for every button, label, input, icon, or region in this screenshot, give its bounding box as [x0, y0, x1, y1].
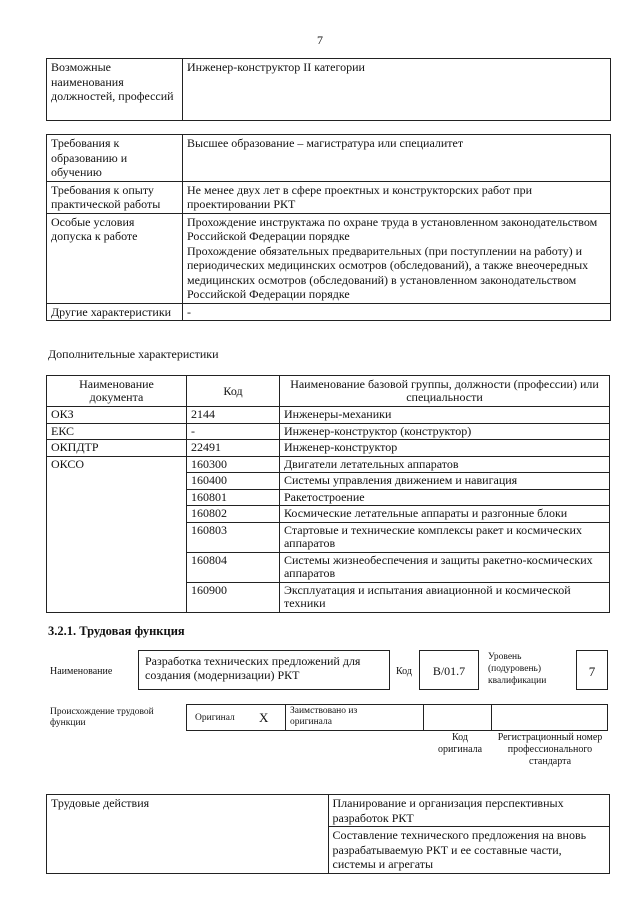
- name-value: Разработка технических предложений для создания (модернизации) РКТ: [145, 654, 361, 682]
- table-header-row: [47, 376, 610, 407]
- origin-divider: [423, 705, 424, 730]
- table-row: ЕКС - Инженер-конструктор (конструктор): [47, 423, 610, 440]
- education-label: Требования к образованию и обучению: [47, 135, 183, 182]
- admission-label: Особые условия допуска к работе: [47, 213, 183, 303]
- action-item: Составление технического предложения на вновь разрабатываемую РКТ и ее составные части, системы и агрегаты: [328, 827, 610, 874]
- education-value: Высшее образование – магистратура или специалитет: [183, 135, 611, 182]
- code-value-box: [419, 650, 479, 690]
- table-row: 160900 Эксплуатация и испытания авиационной и космической техники: [47, 582, 610, 612]
- table-row: ОКЗ 2144 Инженеры-механики: [47, 407, 610, 424]
- table-row: 160804 Системы жизнеобеспечения и защиты ракетно-космических аппаратов: [47, 552, 610, 582]
- table-row: [47, 795, 610, 827]
- level-label: Уровень (подуровень) квалификации: [488, 652, 547, 686]
- page-number: 7: [317, 33, 323, 47]
- other-value: -: [183, 303, 611, 321]
- positions-value: Инженер-конструктор II категории: [183, 59, 611, 121]
- requirements-table: [46, 134, 611, 321]
- table-row: [47, 303, 611, 321]
- table-row: ОКПДТР 22491 Инженер-конструктор: [47, 440, 610, 457]
- code-original-label: Код оригинала: [437, 732, 483, 755]
- other-label: Другие характеристики: [47, 303, 183, 321]
- reg-number-label: Регистрационный номер профессионального стандарта: [497, 732, 603, 767]
- code-value: В/01.7: [432, 664, 466, 678]
- level-value-box: [576, 650, 608, 690]
- table-row: [47, 213, 611, 303]
- code-header: Код: [187, 376, 280, 407]
- table-row: [47, 181, 611, 213]
- actions-table: [46, 794, 610, 874]
- admission-value: [183, 213, 611, 303]
- admission-value-line: Прохождение обязательных предварительных (при поступлении на работу) и периодических медицинских осмотров (обследований), а также внеочередных медицинских осмотров (обследований) в установленном законодательством Российской Федерации порядке: [187, 243, 589, 301]
- table-row: [47, 59, 611, 121]
- positions-label: Возможные наименования должностей, профессий: [47, 59, 183, 121]
- code-label: Код: [396, 666, 412, 677]
- doc-header: Наименование документа: [47, 376, 187, 407]
- table-row: 160400 Системы управления движением и навигация: [47, 473, 610, 490]
- origin-boxes: [186, 704, 608, 731]
- original-mark: Х: [259, 710, 269, 725]
- origin-label: Происхождение трудовой функции: [50, 707, 154, 728]
- codes-table: [46, 375, 610, 613]
- origin-divider: [285, 705, 286, 730]
- experience-value: Не менее двух лет в сфере проектных и конструкторских работ при проектировании РКТ: [183, 181, 611, 213]
- table-row: [47, 135, 611, 182]
- borrowed-label: Заимствовано из оригинала: [290, 706, 358, 727]
- name-value-box: [138, 650, 390, 690]
- admission-value-line: Прохождение инструктажа по охране труда в установленном законодательством Российской Федерации порядке: [187, 214, 598, 243]
- level-value: 7: [588, 664, 596, 679]
- name-header: Наименование базовой группы, должности (профессии) или специальности: [280, 376, 610, 407]
- actions-label: Трудовые действия: [47, 795, 329, 874]
- table-row: ОКСО 160300 Двигатели летательных аппаратов: [47, 456, 610, 473]
- name-label: Наименование: [50, 666, 113, 677]
- table-row: 160801 Ракетостроение: [47, 489, 610, 506]
- original-label: Оригинал: [195, 713, 235, 723]
- positions-table: [46, 58, 611, 121]
- function-heading: 3.2.1. Трудовая функция: [48, 624, 185, 638]
- additional-title: Дополнительные характеристики: [48, 347, 219, 361]
- table-row: 160802 Космические летательные аппараты и разгонные блоки: [47, 506, 610, 523]
- action-item: Планирование и организация перспективных разработок РКТ: [328, 795, 610, 827]
- experience-label: Требования к опыту практической работы: [47, 181, 183, 213]
- origin-divider: [491, 705, 492, 730]
- table-row: 160803 Стартовые и технические комплексы ракет и космических аппаратов: [47, 522, 610, 552]
